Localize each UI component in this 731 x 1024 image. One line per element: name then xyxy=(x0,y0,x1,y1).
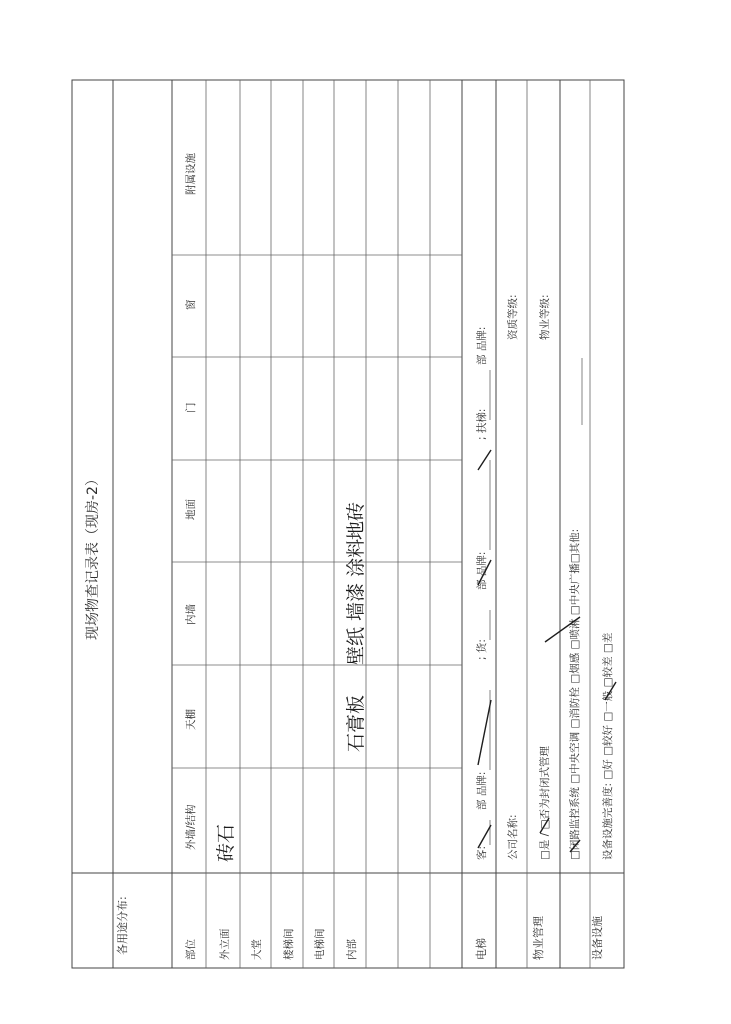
table-column-dividers xyxy=(172,255,462,768)
property-qualification: 资质等级: xyxy=(507,294,519,340)
property-label: 物业管理 xyxy=(532,916,545,960)
property-grade: 物业等级: xyxy=(539,294,551,340)
interior-ceiling-entry: 石膏板 xyxy=(345,694,367,752)
header-ancillary: 附属设施 xyxy=(185,153,197,195)
equipment-label: 设备设施 xyxy=(591,916,604,960)
table-header xyxy=(184,153,197,960)
row-label-lobby: 大堂 xyxy=(251,939,263,960)
header-door: 门 xyxy=(185,402,197,413)
elevator-escalator-brand: 部 品牌: xyxy=(476,326,488,365)
form-title: 现场物查记录表（现房-2） xyxy=(85,472,101,640)
interior-wall-entry: 壁纸 墙漆 涂料 xyxy=(345,538,367,665)
handwritten-entries xyxy=(215,502,367,862)
header-inner-wall: 内墙 xyxy=(185,604,197,625)
elevator-freight: ; 货: xyxy=(476,639,488,660)
equipment-completeness: 设备设施完善度: □好 □较好 □一般 □较差 □差 xyxy=(602,632,614,860)
property-closed-management: □是 / □否为封闭式管理 xyxy=(539,745,551,860)
equipment-section xyxy=(545,358,616,960)
interior-floor-entry: 地砖 xyxy=(345,501,367,540)
title-block xyxy=(84,472,101,640)
row-labels xyxy=(218,928,358,960)
row-label-facade: 外立面 xyxy=(219,928,231,960)
header-floor: 地面 xyxy=(185,499,197,520)
header-wall-structure: 外墙/结构 xyxy=(185,804,197,850)
row-label-interior: 内部 xyxy=(346,939,358,960)
usage-distribution-label: 各用途分布: xyxy=(116,896,129,955)
facade-wall-entry: 砖石 xyxy=(215,823,237,862)
elevator-freight-brand: 部 品牌: xyxy=(476,551,488,590)
elevator-escalator: ; 扶梯: xyxy=(476,408,488,440)
property-management-section xyxy=(506,294,551,960)
elevator-passenger-brand: 部 品牌: xyxy=(476,771,488,810)
elevator-label: 电梯 xyxy=(475,938,488,960)
row-label-elevator-hall: 电梯间 xyxy=(314,928,326,960)
header-part: 部位 xyxy=(185,939,197,960)
header-ceiling: 天棚 xyxy=(185,709,197,730)
elevator-section xyxy=(474,327,491,960)
elevator-passenger: 客: xyxy=(476,845,488,860)
equipment-systems: □闭路监控系统 □中央空调 □消防栓 □烟感 □喷淋 □中央广播□其他: xyxy=(569,528,581,860)
row-label-stairwell: 楼梯间 xyxy=(283,928,295,960)
header-window: 窗 xyxy=(185,299,197,310)
property-company: 公司名称: xyxy=(507,814,519,860)
